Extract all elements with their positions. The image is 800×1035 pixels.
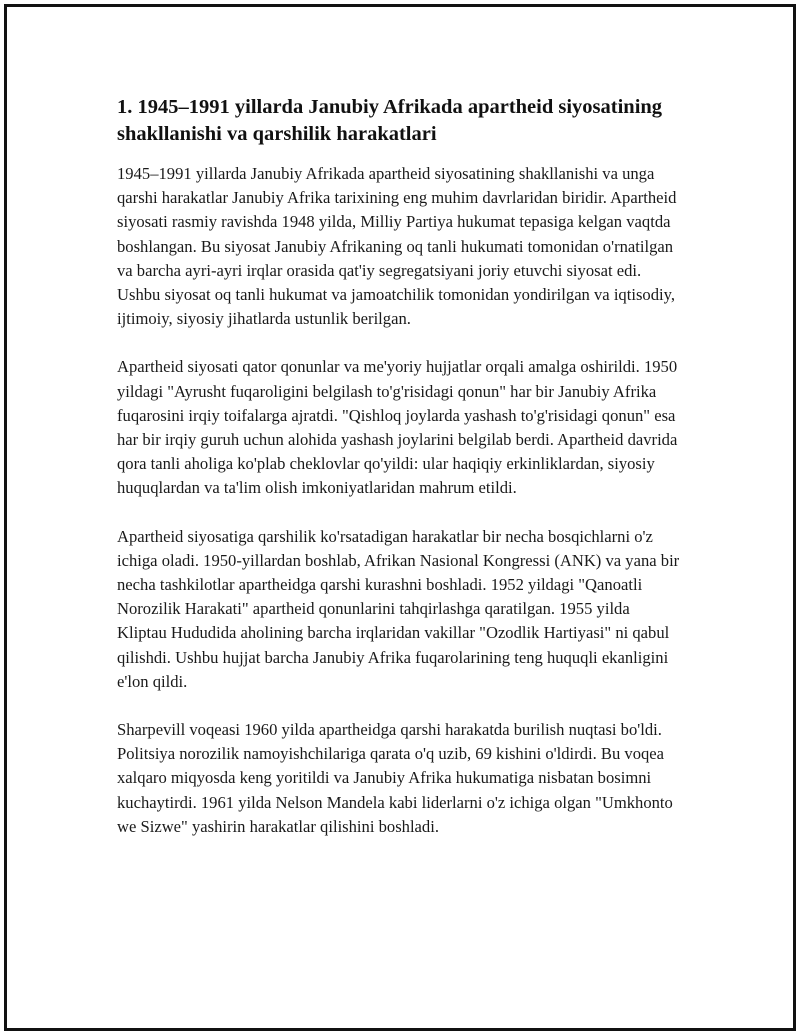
paragraph-4: Sharpevill voqeasi 1960 yilda apartheidga qarshi harakatda burilish nuqtasi bo'ldi. Politsiya norozilik namoyishchilariga qarata o'q uzib, 69 kishini o'ldirdi. Bu voqea xalqaro miqyosda keng yoritildi va Janubiy Afrika hukumatiga nisbatan bosimni kuchaytirdi. 1961 yilda Nelson Mandela kabi liderlarni o'z ichiga olgan "Umkhonto we Sizwe" yashirin harakatlar qilishini boshladi.	[117, 720, 673, 836]
paragraph-2: Apartheid siyosati qator qonunlar va me'yoriy hujjatlar orqali amalga oshirildi. 1950 yildagi "Ayrusht fuqaroligini belgilash to'g'risidagi qonun" har bir Janubiy Afrika fuqarosini irqiy toifalarga ajratdi. "Qishloq joylarda yashash to'g'risidagi qonun" esa har bir irqiy guruh uchun alohida yashash joylarini belgilab berdi. Apartheid davrida qora tanli aholiga ko'plab cheklovlar qo'yildi: ular haqiqiy erkinliklardan, siyosiy huquqlardan va ta'lim olish imkoniyatlaridan mahrum etildi.	[117, 357, 678, 498]
section-heading: 1. 1945–1991 yillarda Janubiy Afrikada apartheid siyosatining shakllanishi va qarshilik harakatlari	[117, 96, 663, 145]
paragraph-3: Apartheid siyosatiga qarshilik ko'rsatadigan harakatlar bir necha bosqichlarni o'z ichiga oladi. 1950-yillardan boshlab, Afrikan Nasional Kongressi (ANK) va yana bir necha tashkilotlar apartheidga qarshi kurashni boshladi. 1952 yildagi "Qanoatli Norozilik Harakati" apartheid qonunlarini tahqirlashga qaratilgan. 1955 yilda Kliptau Hududida aholining barcha irqlaridan vakillar "Ozodlik Hartiyasi" ni qabul qilishdi. Ushbu hujjat barcha Janubiy Afrika fuqarolarining teng huquqli ekanligini e'lon qildi.	[117, 526, 680, 691]
paragraph-1: 1945–1991 yillarda Janubiy Afrikada apartheid siyosatining shakllanishi va unga qarshi harakatlar Janubiy Afrika tarixining eng muhim davrlaridan biridir. Apartheid siyosati rasmiy ravishda 1948 yilda, Milliy Partiya hukumat tepasiga kelgan vaqtda boshlangan. Bu siyosat Janubiy Afrikaning oq tanli hukumati tomonidan o'rnatilgan va barcha ayri-ayri irqlar orasida qat'iy segregatsiyani joriy etuvchi siyosat edi. Ushbu siyosat oq tanli hukumat va jamoatchilik tomonidan yondirilgan va iqtisodiy, ijtimoiy, siyosiy jihatlarda ustunlik berilgan.	[117, 164, 677, 329]
document-body	[117, 94, 683, 863]
